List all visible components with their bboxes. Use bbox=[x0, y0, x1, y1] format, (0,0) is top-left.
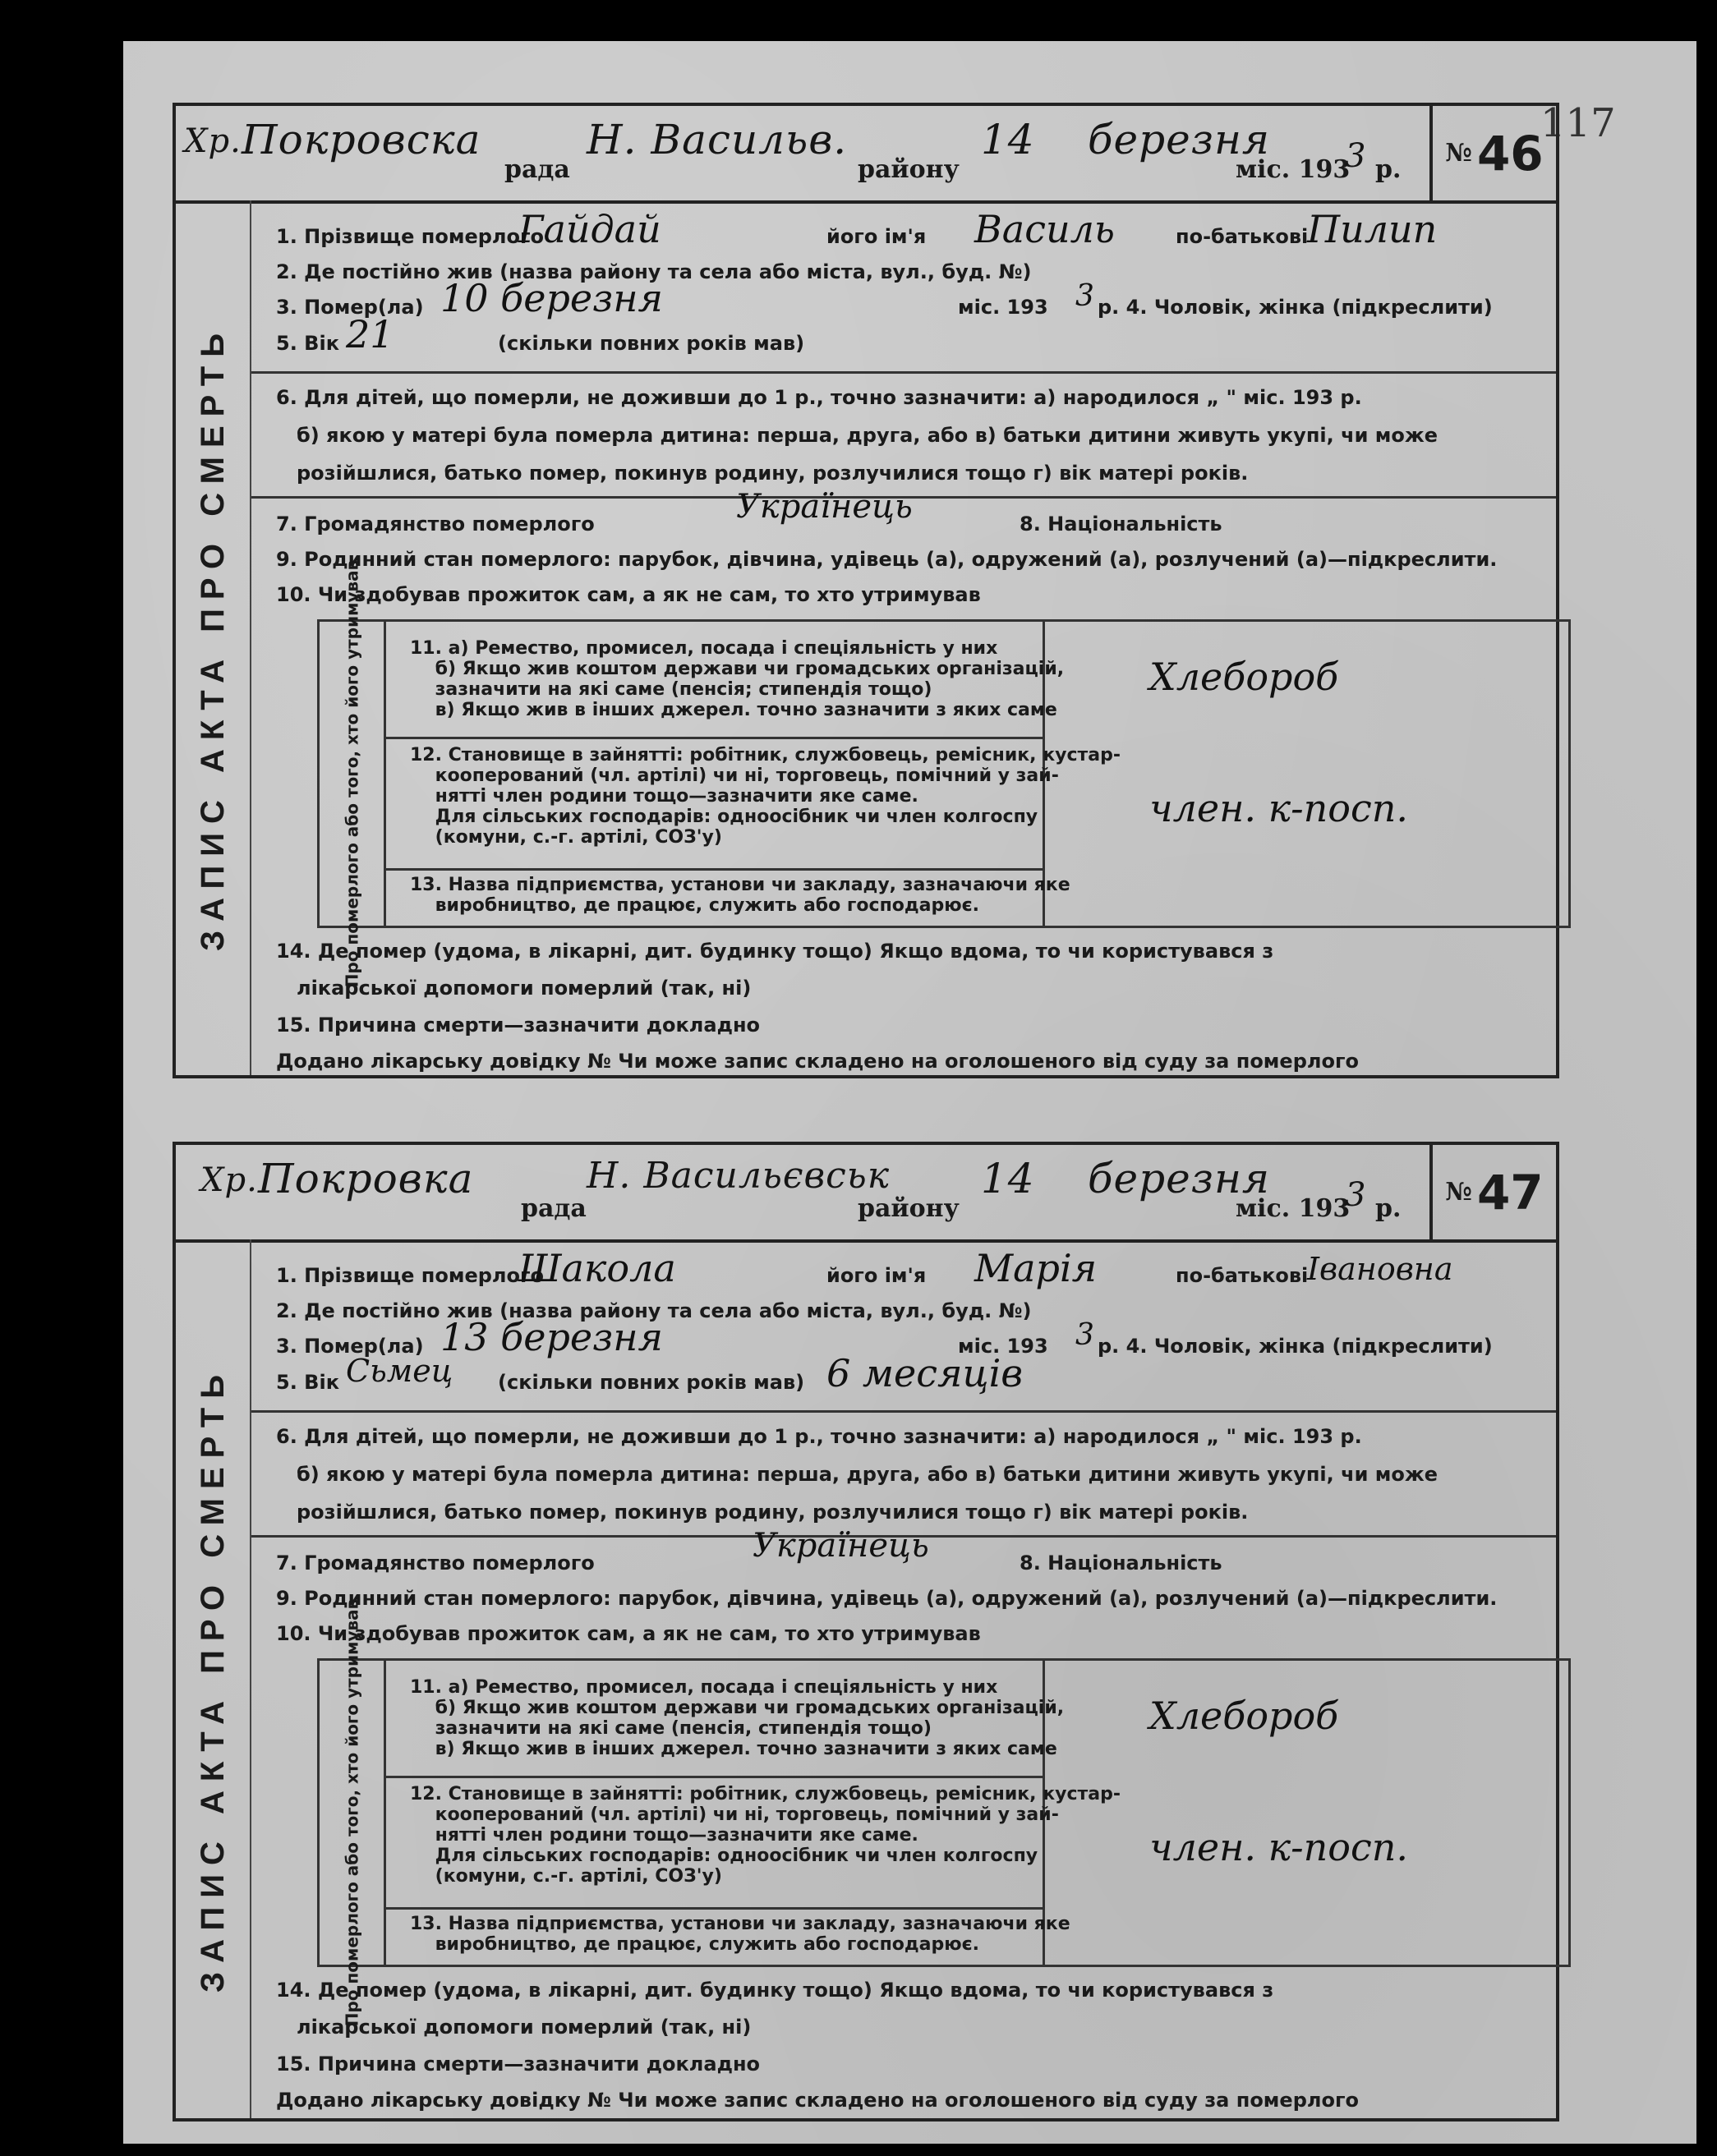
label-age: 5. Вік bbox=[276, 1371, 339, 1394]
line-6a: 6. Для дітей, що померли, не доживши до 1 р., точно зазначити: а) народилося „ " міс. 193 р. bbox=[276, 1425, 1362, 1448]
number-sign: № bbox=[1445, 1178, 1472, 1207]
value-name: Василь bbox=[974, 207, 1115, 251]
line-6a: 6. Для дітей, що померли, не доживши до 1 р., точно зазначити: а) народилося „ " міс. 193 р. bbox=[276, 386, 1362, 409]
value-occupation: Хлебороб bbox=[1149, 1694, 1339, 1738]
value-citizenship: Українець bbox=[753, 1527, 929, 1565]
label-patronymic: по-батькові bbox=[1176, 1264, 1309, 1287]
label-died: 3. Помер(ла) bbox=[276, 1335, 424, 1358]
value-occupation: Хлебороб bbox=[1149, 655, 1339, 699]
value-patronymic: Пилип bbox=[1307, 207, 1438, 251]
line-14b: лікарської допомоги померлий (так, ні) bbox=[297, 977, 752, 1000]
header-year-digit: 3 bbox=[1345, 137, 1367, 175]
record-body bbox=[250, 1239, 1556, 2118]
occupation-side-label: Про померлого або того, хто його утримував bbox=[320, 622, 386, 926]
line-13: 13. Назва підприємства, установи чи закладу, зазначаючи яке виробництво, де працює, служить або господарює. bbox=[410, 875, 1070, 916]
label-citizenship: 7. Громадянство померлого bbox=[276, 513, 595, 536]
header-r-label: р. bbox=[1375, 155, 1402, 184]
label-age: 5. Вік bbox=[276, 332, 339, 355]
label-mis: міс. 193 bbox=[958, 296, 1048, 319]
record-number-box bbox=[1429, 1145, 1556, 1239]
line-13: 13. Назва підприємства, установи чи закладу, зазначаючи яке виробництво, де працює, служить або господарює. bbox=[410, 1914, 1070, 1955]
label-name: його ім'я bbox=[826, 1264, 927, 1287]
side-label: ЗАПИС АКТА ПРО СМЕРТЬ bbox=[194, 324, 231, 951]
record-header bbox=[176, 106, 1556, 204]
header-prefix: Хр. bbox=[200, 1161, 258, 1199]
header-year-digit: 3 bbox=[1345, 1176, 1367, 1214]
line-16-certificate: Додано лікарську довідку № Чи може запис складено на оголошеного від суду за померлого bbox=[276, 2089, 1359, 2112]
value-position: член. к-посп. bbox=[1149, 1825, 1409, 1869]
line-10-support: 10. Чи здобував прожиток сам, а як не сам, то хто утримував bbox=[276, 1622, 981, 1645]
record-number-box bbox=[1429, 106, 1556, 200]
header-mis-label: міс. 193 bbox=[1236, 155, 1351, 184]
label-died: 3. Помер(ла) bbox=[276, 296, 424, 319]
label-mis: міс. 193 bbox=[958, 1335, 1048, 1358]
label-nationality: 8. Національність bbox=[1020, 1551, 1222, 1574]
death-record-46 bbox=[173, 103, 1559, 1078]
header-village: Покровска bbox=[242, 116, 481, 163]
line-10-support: 10. Чи здобував прожиток сам, а як не сам, то хто утримував bbox=[276, 583, 981, 606]
label-nationality: 8. Національність bbox=[1020, 513, 1222, 536]
record-number: 46 bbox=[1476, 125, 1544, 182]
label-patronymic: по-батькові bbox=[1176, 225, 1309, 248]
death-record-47 bbox=[173, 1142, 1559, 2122]
header-month: березня bbox=[1088, 1155, 1271, 1202]
header-prefix: Хр. bbox=[184, 122, 242, 160]
line-11: 11. а) Ремество, промисел, посада і спеціяльність у них б) Якщо жив коштом держави чи громадських організацій, зазначити на які саме (пенсія, стипендія тощо) в) Якщо жив в інших джерел. точно зазначити з яких саме bbox=[410, 1677, 1065, 1759]
header-rada-label: рада bbox=[521, 1194, 587, 1223]
number-sign: № bbox=[1445, 139, 1472, 168]
label-surname: 1. Прізвище померлого bbox=[276, 225, 545, 248]
label-sex: р. 4. Чоловік, жінка (підкреслити) bbox=[1098, 296, 1493, 319]
line-15-cause: 15. Причина смерти—зазначити докладно bbox=[276, 2053, 761, 2076]
occupation-side-label: Про померлого або того, хто його утримував bbox=[320, 1661, 386, 1965]
label-sex: р. 4. Чоловік, жінка (підкреслити) bbox=[1098, 1335, 1493, 1358]
line-6b: б) якою у матері була померла дитина: перша, друга, або в) батьки дитини живуть укупі, чи може bbox=[297, 424, 1439, 447]
line-2-address: 2. Де постійно жив (назва району та села або міста, вул., буд. №) bbox=[276, 260, 1032, 283]
line-14a: 14. Де помер (удома, в лікарні, дит. будинку тощо) Якщо вдома, то чи користувався з bbox=[276, 940, 1274, 963]
header-day: 14 bbox=[981, 116, 1035, 163]
header-month: березня bbox=[1088, 116, 1271, 163]
line-9-marital: 9. Родинний стан померлого: парубок, дівчина, удівець (а), одружений (а), розлучений (а)—підкреслити. bbox=[276, 1587, 1498, 1610]
line-14b: лікарської допомоги померлий (так, ні) bbox=[297, 2016, 752, 2039]
line-16-certificate: Додано лікарську довідку № Чи може запис складено на оголошеного від суду за померлого bbox=[276, 1050, 1359, 1073]
label-age-hint: (скільки повних років мав) bbox=[498, 1371, 805, 1394]
header-rada-label: рада bbox=[504, 155, 570, 184]
value-age-extra: 6 месяців bbox=[826, 1351, 1024, 1395]
value-name: Марія bbox=[974, 1246, 1098, 1290]
header-raion-label: району bbox=[858, 1194, 960, 1223]
value-death-year: 3 bbox=[1075, 279, 1094, 313]
value-death-date: 13 березня bbox=[440, 1315, 663, 1359]
header-district: Н. Васильєвськ bbox=[587, 1155, 890, 1197]
line-15-cause: 15. Причина смерти—зазначити докладно bbox=[276, 1014, 761, 1037]
line-6c: розійшлися, батько помер, покинув родину, розлучилися тощо г) вік матері років. bbox=[297, 462, 1249, 485]
line-6b: б) якою у матері була померла дитина: перша, друга, або в) батьки дитини живуть укупі, чи може bbox=[297, 1463, 1439, 1486]
value-age: Сьмец bbox=[346, 1353, 453, 1389]
header-day: 14 bbox=[981, 1155, 1035, 1202]
header-r-label: р. bbox=[1375, 1194, 1402, 1223]
label-surname: 1. Прізвище померлого bbox=[276, 1264, 545, 1287]
value-death-year: 3 bbox=[1075, 1318, 1094, 1352]
line-11: 11. а) Ремество, промисел, посада і спеціяльність у них б) Якщо жив коштом держави чи громадських організацій, зазначити на які саме (пенсія; стипендія тощо) в) Якщо жив в інших джерел. точно зазначити з яких саме bbox=[410, 638, 1065, 720]
header-raion-label: району bbox=[858, 155, 960, 184]
record-header bbox=[176, 1145, 1556, 1243]
value-surname: Гайдай bbox=[518, 207, 661, 251]
document-page bbox=[123, 41, 1696, 2144]
line-12: 12. Становище в зайнятті: робітник, службовець, ремісник, кустар- кооперований (чл. артілі) чи ні, торговець, помічний у зай- нятті член родини тощо—зазначити яке саме. Для сільських господарів: одноосібник чи член колгоспу (комуни, с.-г. артілі, СОЗ'у) bbox=[410, 745, 1121, 848]
value-death-date: 10 березня bbox=[440, 276, 663, 320]
page-number: 117 bbox=[1540, 100, 1616, 146]
header-village: Покровка bbox=[258, 1155, 474, 1202]
record-number: 47 bbox=[1476, 1164, 1544, 1221]
value-position: член. к-посп. bbox=[1149, 786, 1409, 830]
line-9-marital: 9. Родинний стан померлого: парубок, дівчина, удівець (а), одружений (а), розлучений (а)—підкреслити. bbox=[276, 548, 1498, 571]
line-12: 12. Становище в зайнятті: робітник, службовець, ремісник, кустар- кооперований (чл. артілі) чи ні, торговець, помічний у зай- нятті член родини тощо—зазначити яке саме. Для сільських господарів: одноосібник чи член колгоспу (комуни, с.-г. артілі, СОЗ'у) bbox=[410, 1784, 1121, 1887]
label-citizenship: 7. Громадянство померлого bbox=[276, 1551, 595, 1574]
value-citizenship: Українець bbox=[736, 488, 913, 526]
header-district: Н. Васильв. bbox=[587, 116, 848, 163]
line-14a: 14. Де помер (удома, в лікарні, дит. будинку тощо) Якщо вдома, то чи користувався з bbox=[276, 1979, 1274, 2002]
value-age: 21 bbox=[346, 312, 394, 356]
header-mis-label: міс. 193 bbox=[1236, 1194, 1351, 1223]
line-6c: розійшлися, батько помер, покинув родину, розлучилися тощо г) вік матері років. bbox=[297, 1501, 1249, 1524]
line-2-address: 2. Де постійно жив (назва району та села або міста, вул., буд. №) bbox=[276, 1299, 1032, 1322]
value-surname: Шакола bbox=[518, 1246, 676, 1290]
value-patronymic: Івановна bbox=[1307, 1251, 1453, 1287]
label-name: його ім'я bbox=[826, 225, 927, 248]
side-label: ЗАПИС АКТА ПРО СМЕРТЬ bbox=[194, 1365, 231, 1993]
label-age-hint: (скільки повних років мав) bbox=[498, 332, 805, 355]
record-body bbox=[250, 200, 1556, 1075]
